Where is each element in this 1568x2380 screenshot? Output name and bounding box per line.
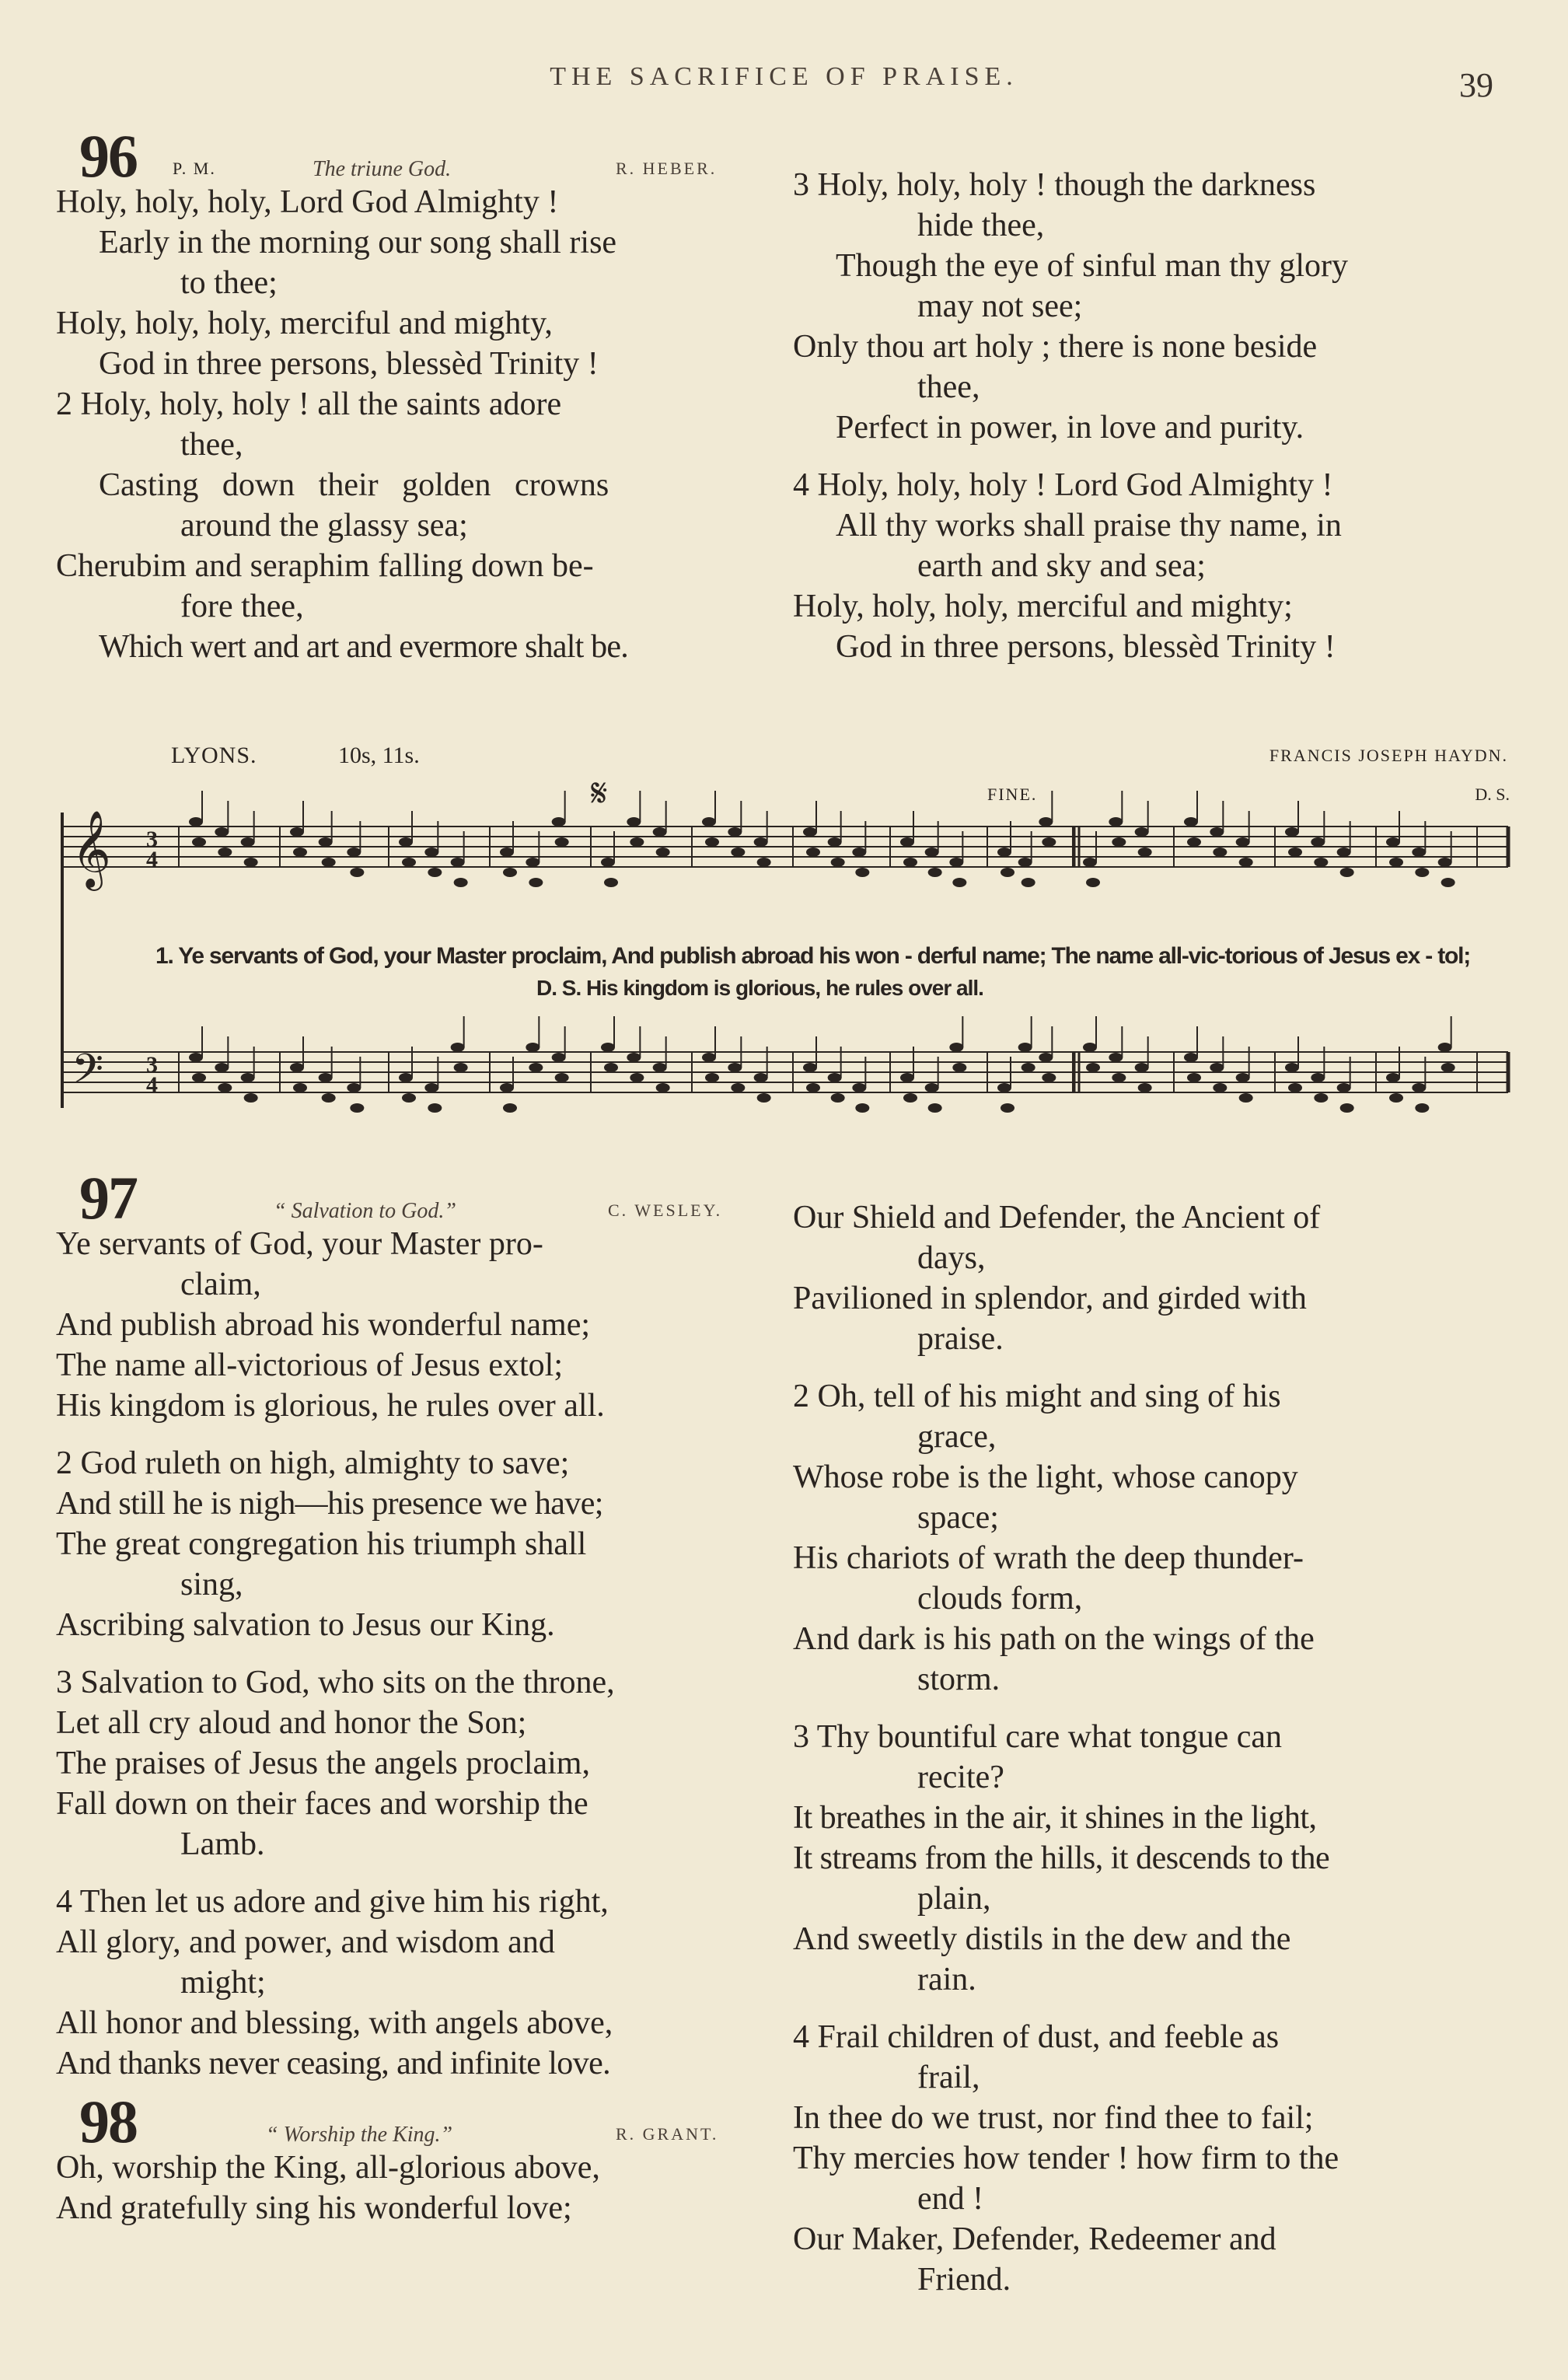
verse-line: 4 Holy, holy, holy ! Lord God Almighty ! <box>793 467 1333 503</box>
verse-line: claim, <box>180 1267 261 1302</box>
verse-line: rain. <box>917 1962 976 1997</box>
note-head <box>731 1083 745 1092</box>
hymn-author: C. WESLEY. <box>608 1200 723 1220</box>
fine-mark: FINE. <box>987 785 1038 804</box>
note-head <box>630 837 644 847</box>
note-head <box>952 878 966 887</box>
note-head <box>1083 858 1097 867</box>
verse-line: thee, <box>180 427 243 463</box>
note-head <box>350 868 364 877</box>
note-head <box>903 1093 917 1103</box>
note-head <box>1311 1073 1325 1082</box>
verse-line: sing, <box>180 1567 243 1602</box>
note-head <box>1415 1103 1429 1113</box>
note-head <box>428 868 442 877</box>
note-head <box>997 1083 1011 1092</box>
note-head <box>1001 1103 1014 1113</box>
verse-line: Pavilioned in splendor, and girded with <box>793 1281 1307 1316</box>
note-head <box>1438 858 1452 867</box>
time-signature: 3 <box>146 827 158 852</box>
note-head <box>1135 827 1149 837</box>
note-head <box>1389 858 1403 867</box>
note-head <box>1018 858 1032 867</box>
note-head <box>1083 1043 1097 1052</box>
verse-line: Fall down on their faces and worship the <box>56 1786 588 1822</box>
page-number: 39 <box>1459 66 1493 104</box>
note-head <box>1184 1053 1198 1062</box>
note-head <box>604 1063 618 1072</box>
hymn-98-header <box>56 2088 763 2155</box>
note-head <box>215 1063 229 1072</box>
note-head <box>928 868 942 877</box>
note-head <box>347 1083 361 1092</box>
verse-line: recite? <box>917 1760 1004 1795</box>
note-head <box>451 1043 465 1052</box>
note-head <box>552 817 566 827</box>
note-head <box>1112 1073 1126 1082</box>
note-head <box>399 1073 413 1082</box>
note-head <box>428 1103 442 1113</box>
verse-line: Whose robe is the light, whose canopy <box>793 1459 1298 1495</box>
note-head <box>831 1093 845 1103</box>
note-head <box>831 858 845 867</box>
verse-line: hide thee, <box>917 208 1045 243</box>
note-head <box>754 1073 768 1082</box>
verse-line: storm. <box>917 1662 1001 1697</box>
verse-line: 4 Frail children of dust, and feeble as <box>793 2019 1280 2055</box>
note-head <box>503 1103 517 1113</box>
note-head <box>828 837 842 847</box>
note-head <box>1210 827 1224 837</box>
note-head <box>828 1073 842 1082</box>
verse-line: Cherubim and seraphim falling down be- <box>56 548 594 584</box>
note-head <box>1086 878 1100 887</box>
note-head <box>503 868 517 877</box>
note-head <box>1021 878 1035 887</box>
note-head <box>1288 1083 1302 1092</box>
note-head <box>949 1043 963 1052</box>
verse-line: grace, <box>917 1419 997 1455</box>
note-head <box>552 1053 566 1062</box>
verse-line: Though the eye of sinful man thy glory <box>836 248 1349 284</box>
note-head <box>803 1063 817 1072</box>
note-head <box>350 1103 364 1113</box>
note-head <box>244 1093 258 1103</box>
note-head <box>1187 837 1201 847</box>
note-head <box>728 827 742 837</box>
verse-line: And dark is his path on the wings of the <box>793 1621 1315 1657</box>
note-head <box>500 848 514 857</box>
note-head <box>424 1083 438 1092</box>
time-signature: 4 <box>146 1072 158 1098</box>
note-head <box>526 858 540 867</box>
hymn-title: “ Salvation to God.” <box>274 1199 456 1223</box>
time-signature: 3 <box>146 1052 158 1078</box>
hymn-98-column <box>793 1197 1508 2300</box>
note-head <box>1288 848 1302 857</box>
hymn-title: The triune God. <box>313 157 452 181</box>
verse-line: His chariots of wrath the deep thunder- <box>793 1540 1304 1576</box>
note-head <box>997 848 1011 857</box>
note-head <box>322 1093 336 1103</box>
hymn-number: 97 <box>79 1164 137 1232</box>
note-head <box>852 1083 866 1092</box>
note-head <box>1236 1073 1250 1082</box>
note-head <box>1001 868 1014 877</box>
note-head <box>1314 1093 1328 1103</box>
music-score <box>54 735 1516 1147</box>
verse-line: praise. <box>917 1321 1004 1357</box>
note-head <box>1112 837 1126 847</box>
note-head <box>290 827 304 837</box>
note-head <box>656 1083 670 1092</box>
treble-clef-icon: 𝄞 <box>72 810 111 888</box>
note-head <box>529 1063 543 1072</box>
note-head <box>347 848 361 857</box>
note-head <box>601 858 615 867</box>
note-head <box>855 868 869 877</box>
note-head <box>1135 1063 1149 1072</box>
hymn-author: R. HEBER. <box>616 159 718 178</box>
note-head <box>454 1063 468 1072</box>
note-head <box>399 837 413 847</box>
note-head <box>189 817 203 827</box>
note-head <box>1239 858 1253 867</box>
note-head <box>1311 837 1325 847</box>
running-head: THE SACRIFICE OF PRAISE. <box>550 62 1018 91</box>
verse-line: earth and sky and sea; <box>917 548 1206 584</box>
note-head <box>949 858 963 867</box>
note-head <box>526 1043 540 1052</box>
note-head <box>1210 1063 1224 1072</box>
note-head <box>529 878 543 887</box>
verse-line: thee, <box>917 369 980 405</box>
verse-line: Holy, holy, holy, merciful and mighty; <box>793 589 1293 624</box>
note-head <box>1042 1073 1056 1082</box>
note-head <box>754 837 768 847</box>
verse-line: around the glassy sea; <box>180 508 468 543</box>
note-head <box>656 848 670 857</box>
note-head <box>402 858 416 867</box>
note-head <box>241 1073 255 1082</box>
note-head <box>500 1083 514 1092</box>
note-head <box>192 837 206 847</box>
verse-line: It streams from the hills, it descends to the <box>793 1840 1330 1876</box>
note-head <box>1021 1063 1035 1072</box>
verse-line: The name all-victorious of Jesus extol; <box>56 1347 564 1383</box>
note-head <box>1340 868 1354 877</box>
note-head <box>627 817 641 827</box>
verse-line: And thanks never ceasing, and infinite love. <box>56 2046 611 2081</box>
note-head <box>601 1043 615 1052</box>
note-head <box>1438 1043 1452 1052</box>
verse-line: Which wert and art and evermore shalt be. <box>99 629 628 665</box>
verse-line: It breathes in the air, it shines in the light, <box>793 1800 1317 1836</box>
hymn-96-column-right <box>793 165 1508 667</box>
tune-composer: FRANCIS JOSEPH HAYDN. <box>1269 746 1508 765</box>
verse-line: Lamb. <box>180 1826 265 1862</box>
note-head <box>705 837 719 847</box>
note-head <box>903 858 917 867</box>
verse-line: Ye servants of God, your Master pro- <box>56 1226 543 1262</box>
segno-icon: 𝄋 <box>591 771 608 815</box>
note-head <box>653 1063 667 1072</box>
note-head <box>1187 1073 1201 1082</box>
note-head <box>1386 837 1400 847</box>
note-head <box>1239 1093 1253 1103</box>
note-head <box>1109 1053 1123 1062</box>
note-head <box>1337 848 1351 857</box>
note-head <box>1441 1063 1455 1072</box>
note-head <box>241 837 255 847</box>
note-head <box>451 858 465 867</box>
note-head <box>322 858 336 867</box>
note-head <box>757 858 771 867</box>
note-head <box>218 1083 232 1092</box>
verse-line: days, <box>917 1240 986 1276</box>
verse-line: Our Shield and Defender, the Ancient of <box>793 1200 1321 1235</box>
verse-line: 2 God ruleth on high, almighty to save; <box>56 1445 570 1481</box>
verse-line: fore thee, <box>180 589 304 624</box>
note-head <box>604 878 618 887</box>
verse-line: Our Maker, Defender, Redeemer and <box>793 2221 1276 2257</box>
verse-line: 4 Then let us adore and give him his right, <box>56 1884 609 1920</box>
verse-line: Friend. <box>917 2262 1011 2298</box>
hymn-96-column-left <box>56 122 763 667</box>
note-head <box>319 1073 333 1082</box>
hymn-97-header <box>56 1164 763 1232</box>
verse-line: Let all cry aloud and honor the Son; <box>56 1705 527 1741</box>
verse-line: And publish abroad his wonderful name; <box>56 1307 591 1343</box>
note-head <box>192 1073 206 1082</box>
verse-line: And gratefully sing his wonderful love; <box>56 2190 572 2226</box>
time-signature: 4 <box>146 847 158 872</box>
verse-line: may not see; <box>917 288 1083 324</box>
note-head <box>1441 878 1455 887</box>
note-head <box>1042 837 1056 847</box>
note-head <box>1213 1083 1227 1092</box>
verse-line: All glory, and power, and wisdom and <box>56 1924 555 1960</box>
verse-line: might; <box>180 1965 266 2001</box>
verse-line: His kingdom is glorious, he rules over all. <box>56 1388 605 1424</box>
verse-line: clouds form, <box>917 1581 1083 1616</box>
note-head <box>454 878 468 887</box>
note-head <box>402 1093 416 1103</box>
note-head <box>1213 848 1227 857</box>
note-head <box>189 1053 203 1062</box>
verse-line: Early in the morning our song shall rise <box>99 225 617 260</box>
verse-line: All thy works shall praise thy name, in <box>836 508 1342 543</box>
verse-line: Holy, holy, holy, Lord God Almighty ! <box>56 184 559 220</box>
verse-line: 3 Salvation to God, who sits on the throne, <box>56 1665 615 1700</box>
verse-line: The praises of Jesus the angels proclaim, <box>56 1746 590 1781</box>
note-head <box>293 848 307 857</box>
note-head <box>757 1093 771 1103</box>
note-head <box>1415 868 1429 877</box>
note-head <box>293 1083 307 1092</box>
note-head <box>1412 1083 1426 1092</box>
verse-line: God in three persons, blessèd Trinity ! <box>99 346 599 382</box>
verse-line: All honor and blessing, with angels above, <box>56 2005 613 2041</box>
verse-line: 3 Thy bountiful care what tongue can <box>793 1719 1283 1755</box>
verse-line: Only thou art holy ; there is none beside <box>793 329 1318 365</box>
note-head <box>1412 848 1426 857</box>
note-head <box>1314 858 1328 867</box>
verse-line: space; <box>917 1500 999 1536</box>
hymn-96-header <box>56 122 763 190</box>
note-head <box>852 848 866 857</box>
note-head <box>803 827 817 837</box>
ds-mark: D. S. <box>1475 785 1510 804</box>
note-head <box>1337 1083 1351 1092</box>
note-head <box>555 837 569 847</box>
note-head <box>215 827 229 837</box>
note-head <box>1184 817 1198 827</box>
note-head <box>290 1063 304 1072</box>
note-head <box>319 837 333 847</box>
note-head <box>555 1073 569 1082</box>
note-head <box>806 1083 820 1092</box>
note-head <box>653 827 667 837</box>
note-head <box>627 1053 641 1062</box>
note-head <box>424 848 438 857</box>
verse-line: Casting down their golden crowns <box>99 467 609 503</box>
note-head <box>1340 1103 1354 1113</box>
note-head <box>1039 1053 1053 1062</box>
note-head <box>1285 827 1299 837</box>
verse-line: Ascribing salvation to Jesus our King. <box>56 1607 555 1643</box>
verse-line: And sweetly distils in the dew and the <box>793 1921 1291 1957</box>
note-head <box>1236 837 1250 847</box>
note-head <box>630 1073 644 1082</box>
note-head <box>855 1103 869 1113</box>
verse-line: frail, <box>917 2060 980 2095</box>
note-head <box>1086 1063 1100 1072</box>
hymn-title: “ Worship the King.” <box>266 2123 453 2147</box>
verse-line: Perfect in power, in love and purity. <box>836 410 1304 446</box>
bass-clef-icon: 𝄢 <box>72 1046 104 1103</box>
lyric-line-1: 1. Ye servants of God, your Master proclaim, And publish abroad his won - derful name; The name all-vic-torious of Jesus ex - tol; <box>155 943 1471 969</box>
verse-line: Holy, holy, holy, merciful and mighty, <box>56 306 553 341</box>
note-head <box>1386 1073 1400 1082</box>
note-head <box>806 848 820 857</box>
hymn-number: 96 <box>79 122 137 190</box>
note-head <box>1138 848 1152 857</box>
note-head <box>244 858 258 867</box>
note-head <box>900 1073 914 1082</box>
note-head <box>1138 1083 1152 1092</box>
note-head <box>928 1103 942 1113</box>
note-head <box>218 848 232 857</box>
verse-line: The great congregation his triumph shall <box>56 1526 587 1562</box>
note-head <box>1109 817 1123 827</box>
verse-line: to thee; <box>180 265 278 301</box>
tune-meter: 10s, 11s. <box>338 743 420 768</box>
verse-line: Thy mercies how tender ! how firm to the <box>793 2141 1339 2176</box>
note-head <box>702 1053 716 1062</box>
note-head <box>1389 1093 1403 1103</box>
lyric-line-ds: D. S. His kingdom is glorious, he rules over all. <box>536 976 983 1000</box>
hymn-author: R. GRANT. <box>616 2124 719 2144</box>
tune-name: LYONS. <box>171 743 257 768</box>
hymn-meter: P. M. <box>173 159 216 178</box>
note-head <box>952 1063 966 1072</box>
verse-line: 3 Holy, holy, holy ! though the darkness <box>793 167 1316 203</box>
note-head <box>728 1063 742 1072</box>
verse-line: In thee do we trust, nor find thee to fail; <box>793 2100 1314 2136</box>
staff-notation <box>54 735 1516 1147</box>
note-head <box>900 837 914 847</box>
verse-line: end ! <box>917 2181 984 2217</box>
note-head <box>705 1073 719 1082</box>
note-head <box>702 817 716 827</box>
hymn-97-column <box>56 1164 763 2228</box>
verse-line: God in three persons, blessèd Trinity ! <box>836 629 1336 665</box>
hymn-number: 98 <box>79 2088 137 2155</box>
note-head <box>1285 1063 1299 1072</box>
note-head <box>731 848 745 857</box>
note-head <box>925 1083 939 1092</box>
verse-line: 2 Oh, tell of his might and sing of his <box>793 1379 1281 1414</box>
note-head <box>925 848 939 857</box>
verse-line: And still he is nigh—his presence we have; <box>56 1486 603 1522</box>
verse-line: plain, <box>917 1881 991 1917</box>
note-head <box>1018 1043 1032 1052</box>
verse-line: Oh, worship the King, all-glorious above, <box>56 2150 600 2186</box>
note-head <box>1039 817 1053 827</box>
verse-line: 2 Holy, holy, holy ! all the saints adore <box>56 386 562 422</box>
